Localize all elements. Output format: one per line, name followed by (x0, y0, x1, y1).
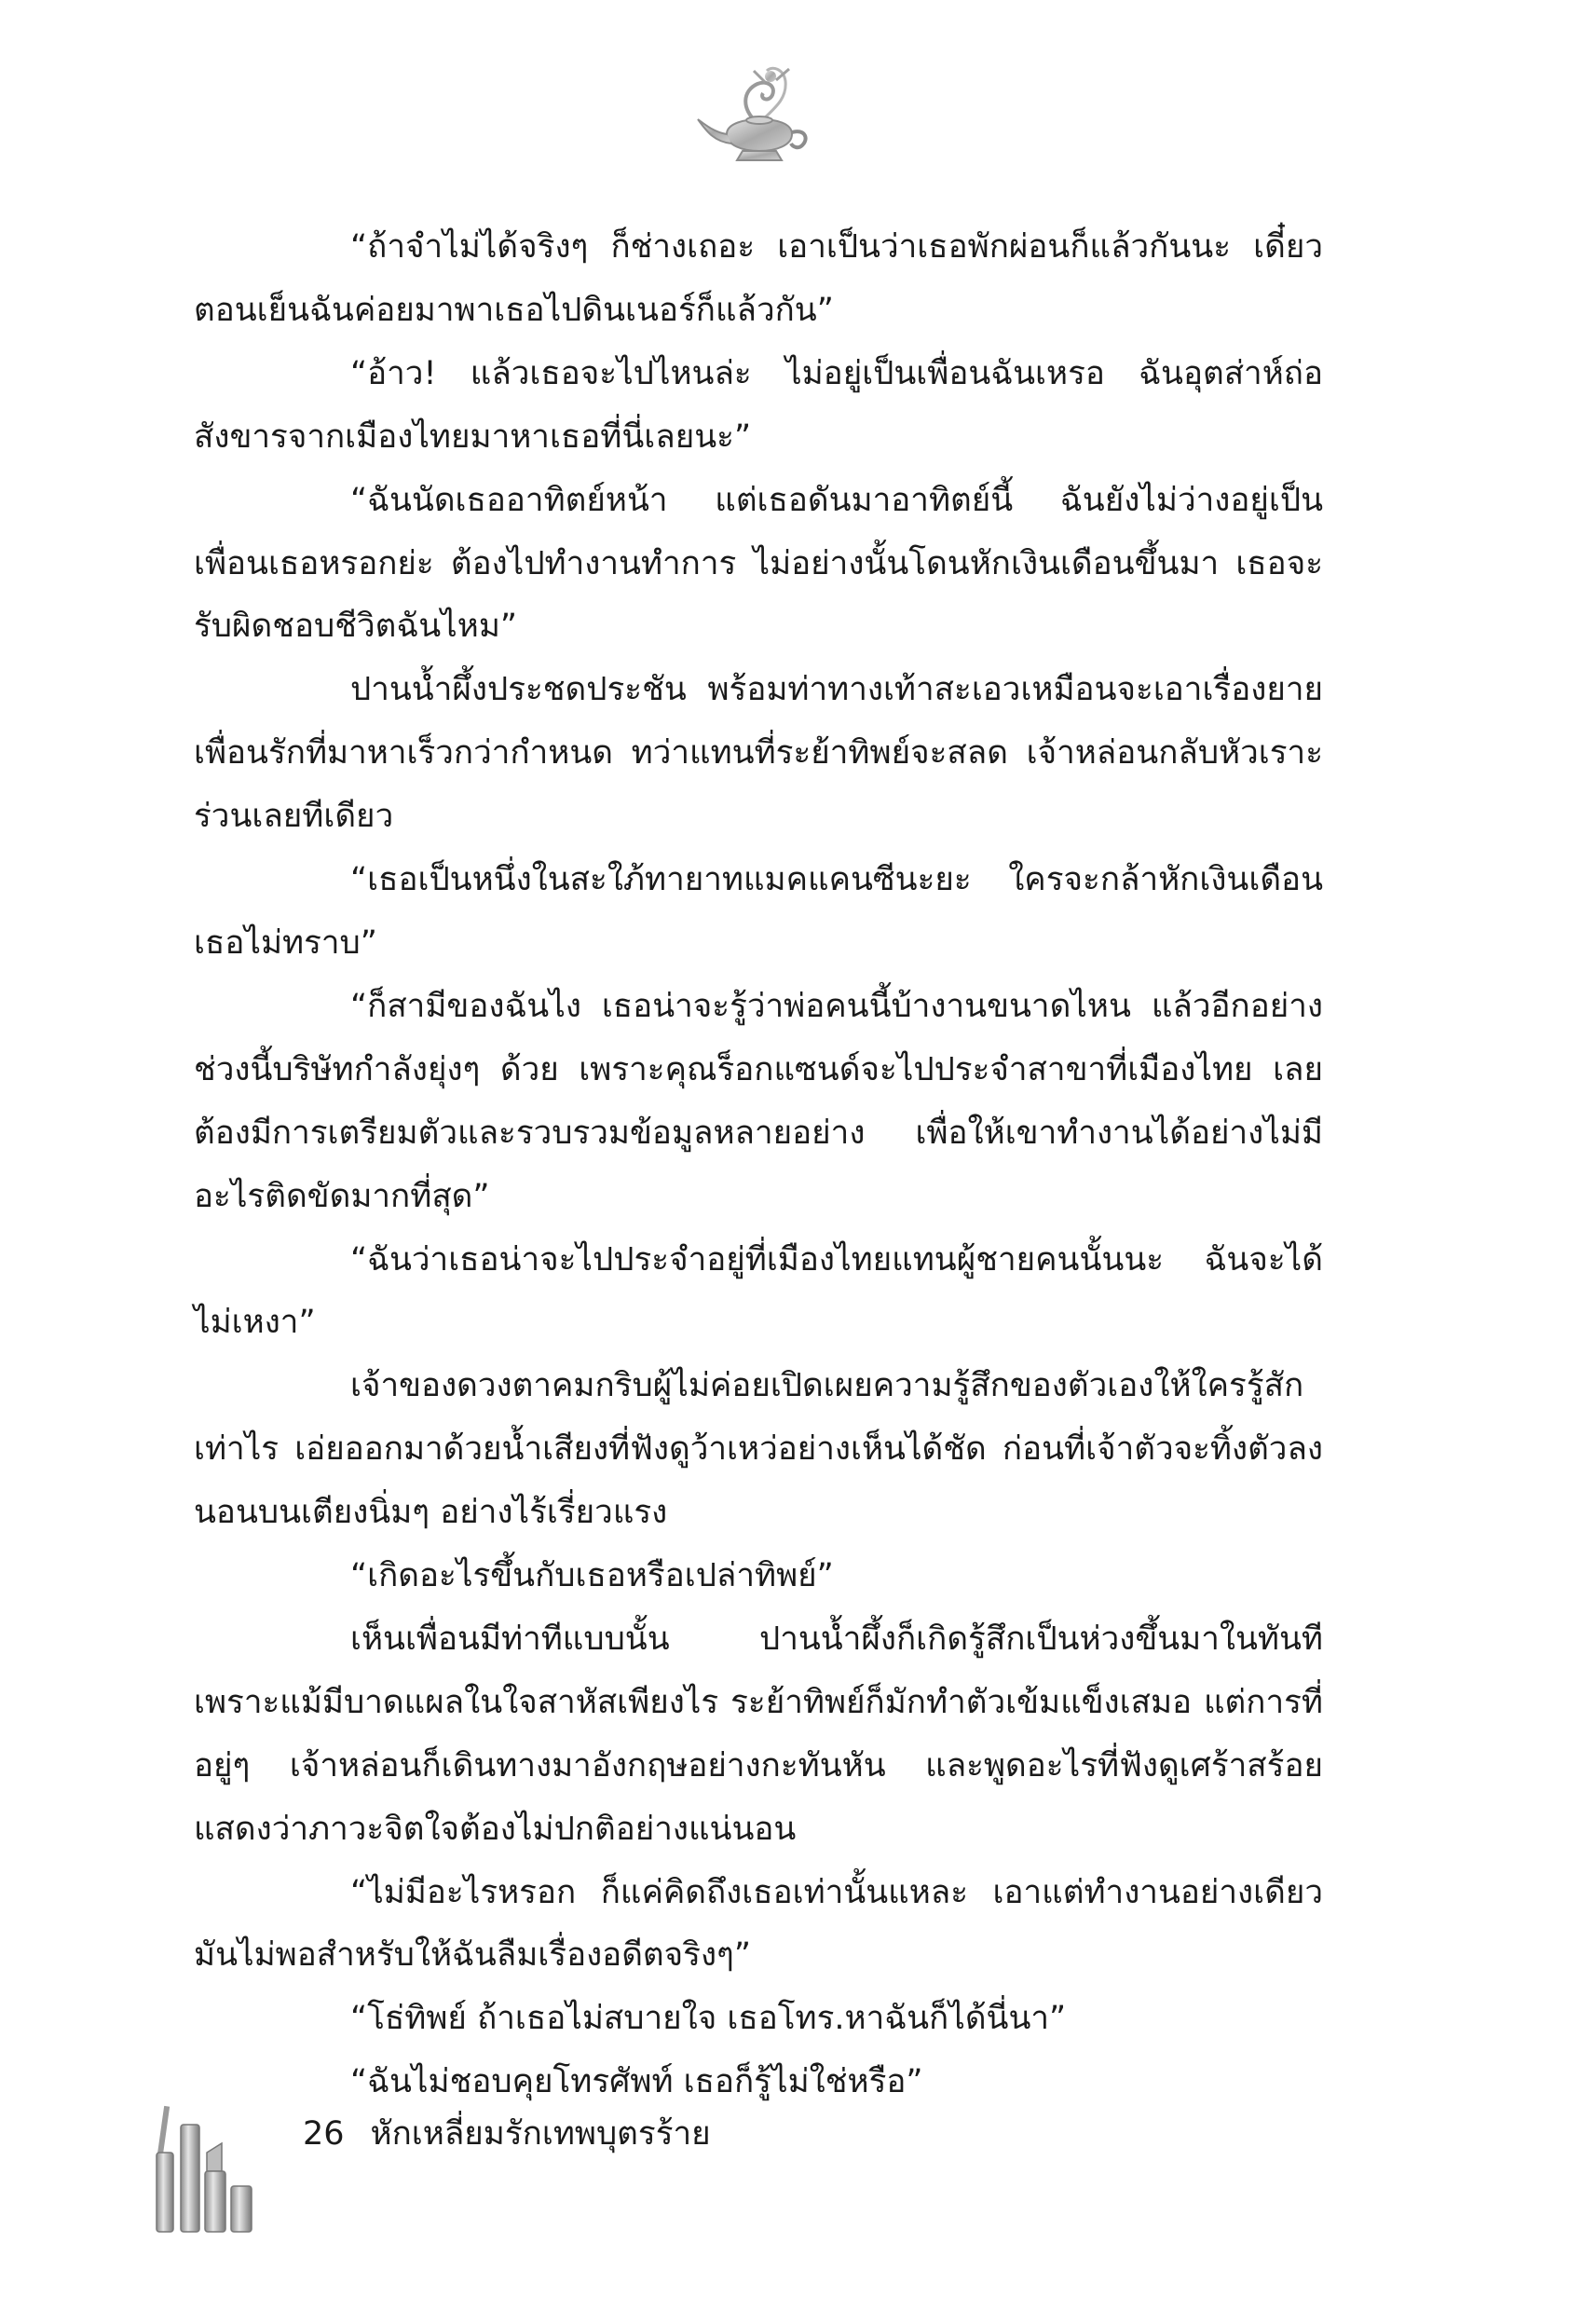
body-text (194, 216, 1323, 2114)
paragraph-7: “ฉันว่าเธอน่าจะไปประจำอยู่ที่เมืองไทยแทนผู้ชายคนนั้นนะ ฉันจะได้ไม่เหงา” (194, 1240, 1323, 1342)
page-footer (303, 2111, 711, 2157)
paragraph-10: เห็นเพื่อนมีท่าทีแบบนั้น ปานน้ำผึ้งก็เกิดรู้สึกเป็นห่วงขึ้นมาในทันทีเพราะแม้มีบาดแผลในใจสาหัสเพียงไร ระย้าทิพย์ก็มักทำตัวเข้มแข็งเสมอ แต่การที่อยู่ๆ เจ้าหล่อนก็เดินทางมาอังกฤษอย่างกะทันหัน และพูดอะไรที่ฟังดูเศร้าสร้อย แสดงว่าภาวะจิตใจต้องไม่ปกติอย่างแน่นอน (194, 1620, 1323, 1848)
paragraph-8: เจ้าของดวงตาคมกริบผู้ไม่ค่อยเปิดเผยความรู้สึกของตัวเองให้ใครรู้สักเท่าไร เอ่ยออกมาด้วยน้ำเสียงที่ฟังดูว้าเหว่อย่างเห็นได้ชัด ก่อนที่เจ้าตัวจะทิ้งตัวลงนอนบนเตียงนิ่มๆ อย่างไร้เรี่ยวแรง (194, 1367, 1323, 1532)
paragraph-5: “เธอเป็นหนึ่งในสะใภ้ทายาทแมคแคนซีนะยะ ใครจะกล้าหักเงินเดือนเธอไม่ทราบ” (194, 861, 1323, 962)
book-title: หักเหลี่ยมรักเทพบุตรร้าย (370, 2115, 711, 2153)
paragraph-12: “โธ่ทิพย์ ถ้าเธอไม่สบายใจ เธอโทร.หาฉันก็ได้นี่นา” (350, 2000, 1067, 2038)
paragraph-1: “ถ้าจำไม่ได้จริงๆ ก็ช่างเถอะ เอาเป็นว่าเธอพักผ่อนก็แล้วกันนะ เดี๋ยวตอนเย็นฉันค่อยมาพาเธอไปดินเนอร์ก็แล้วกัน” (194, 228, 1323, 329)
paragraph-11: “ไม่มีอะไรหรอก ก็แค่คิดถึงเธอเท่านั้นแหละ เอาแต่ทำงานอย่างเดียวมันไม่พอสำหรับให้ฉันลืมเรื่องอดีตจริงๆ” (194, 1873, 1323, 1975)
paragraph-13: “ฉันไม่ชอบคุยโทรศัพท์ เธอก็รู้ไม่ใช่หรือ” (350, 2063, 923, 2101)
page-number: 26 (303, 2115, 345, 2153)
paragraph-4: ปานน้ำผึ้งประชดประชัน พร้อมท่าทางเท้าสะเอวเหมือนจะเอาเรื่องยายเพื่อนรักที่มาหาเร็วกว่ากำหนด ทว่าแทนที่ระย้าทิพย์จะสลด เจ้าหล่อนกลับหัวเราะร่วนเลยทีเดียว (194, 671, 1323, 836)
teapot-fairy-icon (685, 58, 834, 170)
paragraph-3: “ฉันนัดเธออาทิตย์หน้า แต่เธอดันมาอาทิตย์นี้ ฉันยังไม่ว่างอยู่เป็นเพื่อนเธอหรอกย่ะ ต้องไปทำงานทำการ ไม่อย่างนั้นโดนหักเงินเดือนขึ้นมา เธอจะรับผิดชอบชีวิตฉันไหม” (194, 481, 1323, 646)
paragraph-2: “อ้าว! แล้วเธอจะไปไหนล่ะ ไม่อยู่เป็นเพื่อนฉันเหรอ ฉันอุตส่าห์ถ่อสังขารจากเมืองไทยมาหาเธอที่นี่เลยนะ” (194, 354, 1323, 456)
paragraph-9: “เกิดอะไรขึ้นกับเธอหรือเปล่าทิพย์” (350, 1557, 834, 1595)
cosmetics-icon (140, 2097, 280, 2236)
paragraph-6: “ก็สามีของฉันไง เธอน่าจะรู้ว่าพ่อคนนี้บ้างานขนาดไหน แล้วอีกอย่างช่วงนี้บริษัทกำลังยุ่งๆ ด้วย เพราะคุณร็อกแซนด์จะไปประจำสาขาที่เมืองไทย เลยต้องมีการเตรียมตัวและรวบรวมข้อมูลหลายอย่าง เพื่อให้เขาทำงานได้อย่างไม่มีอะไรติดขัดมากที่สุด” (194, 987, 1323, 1215)
